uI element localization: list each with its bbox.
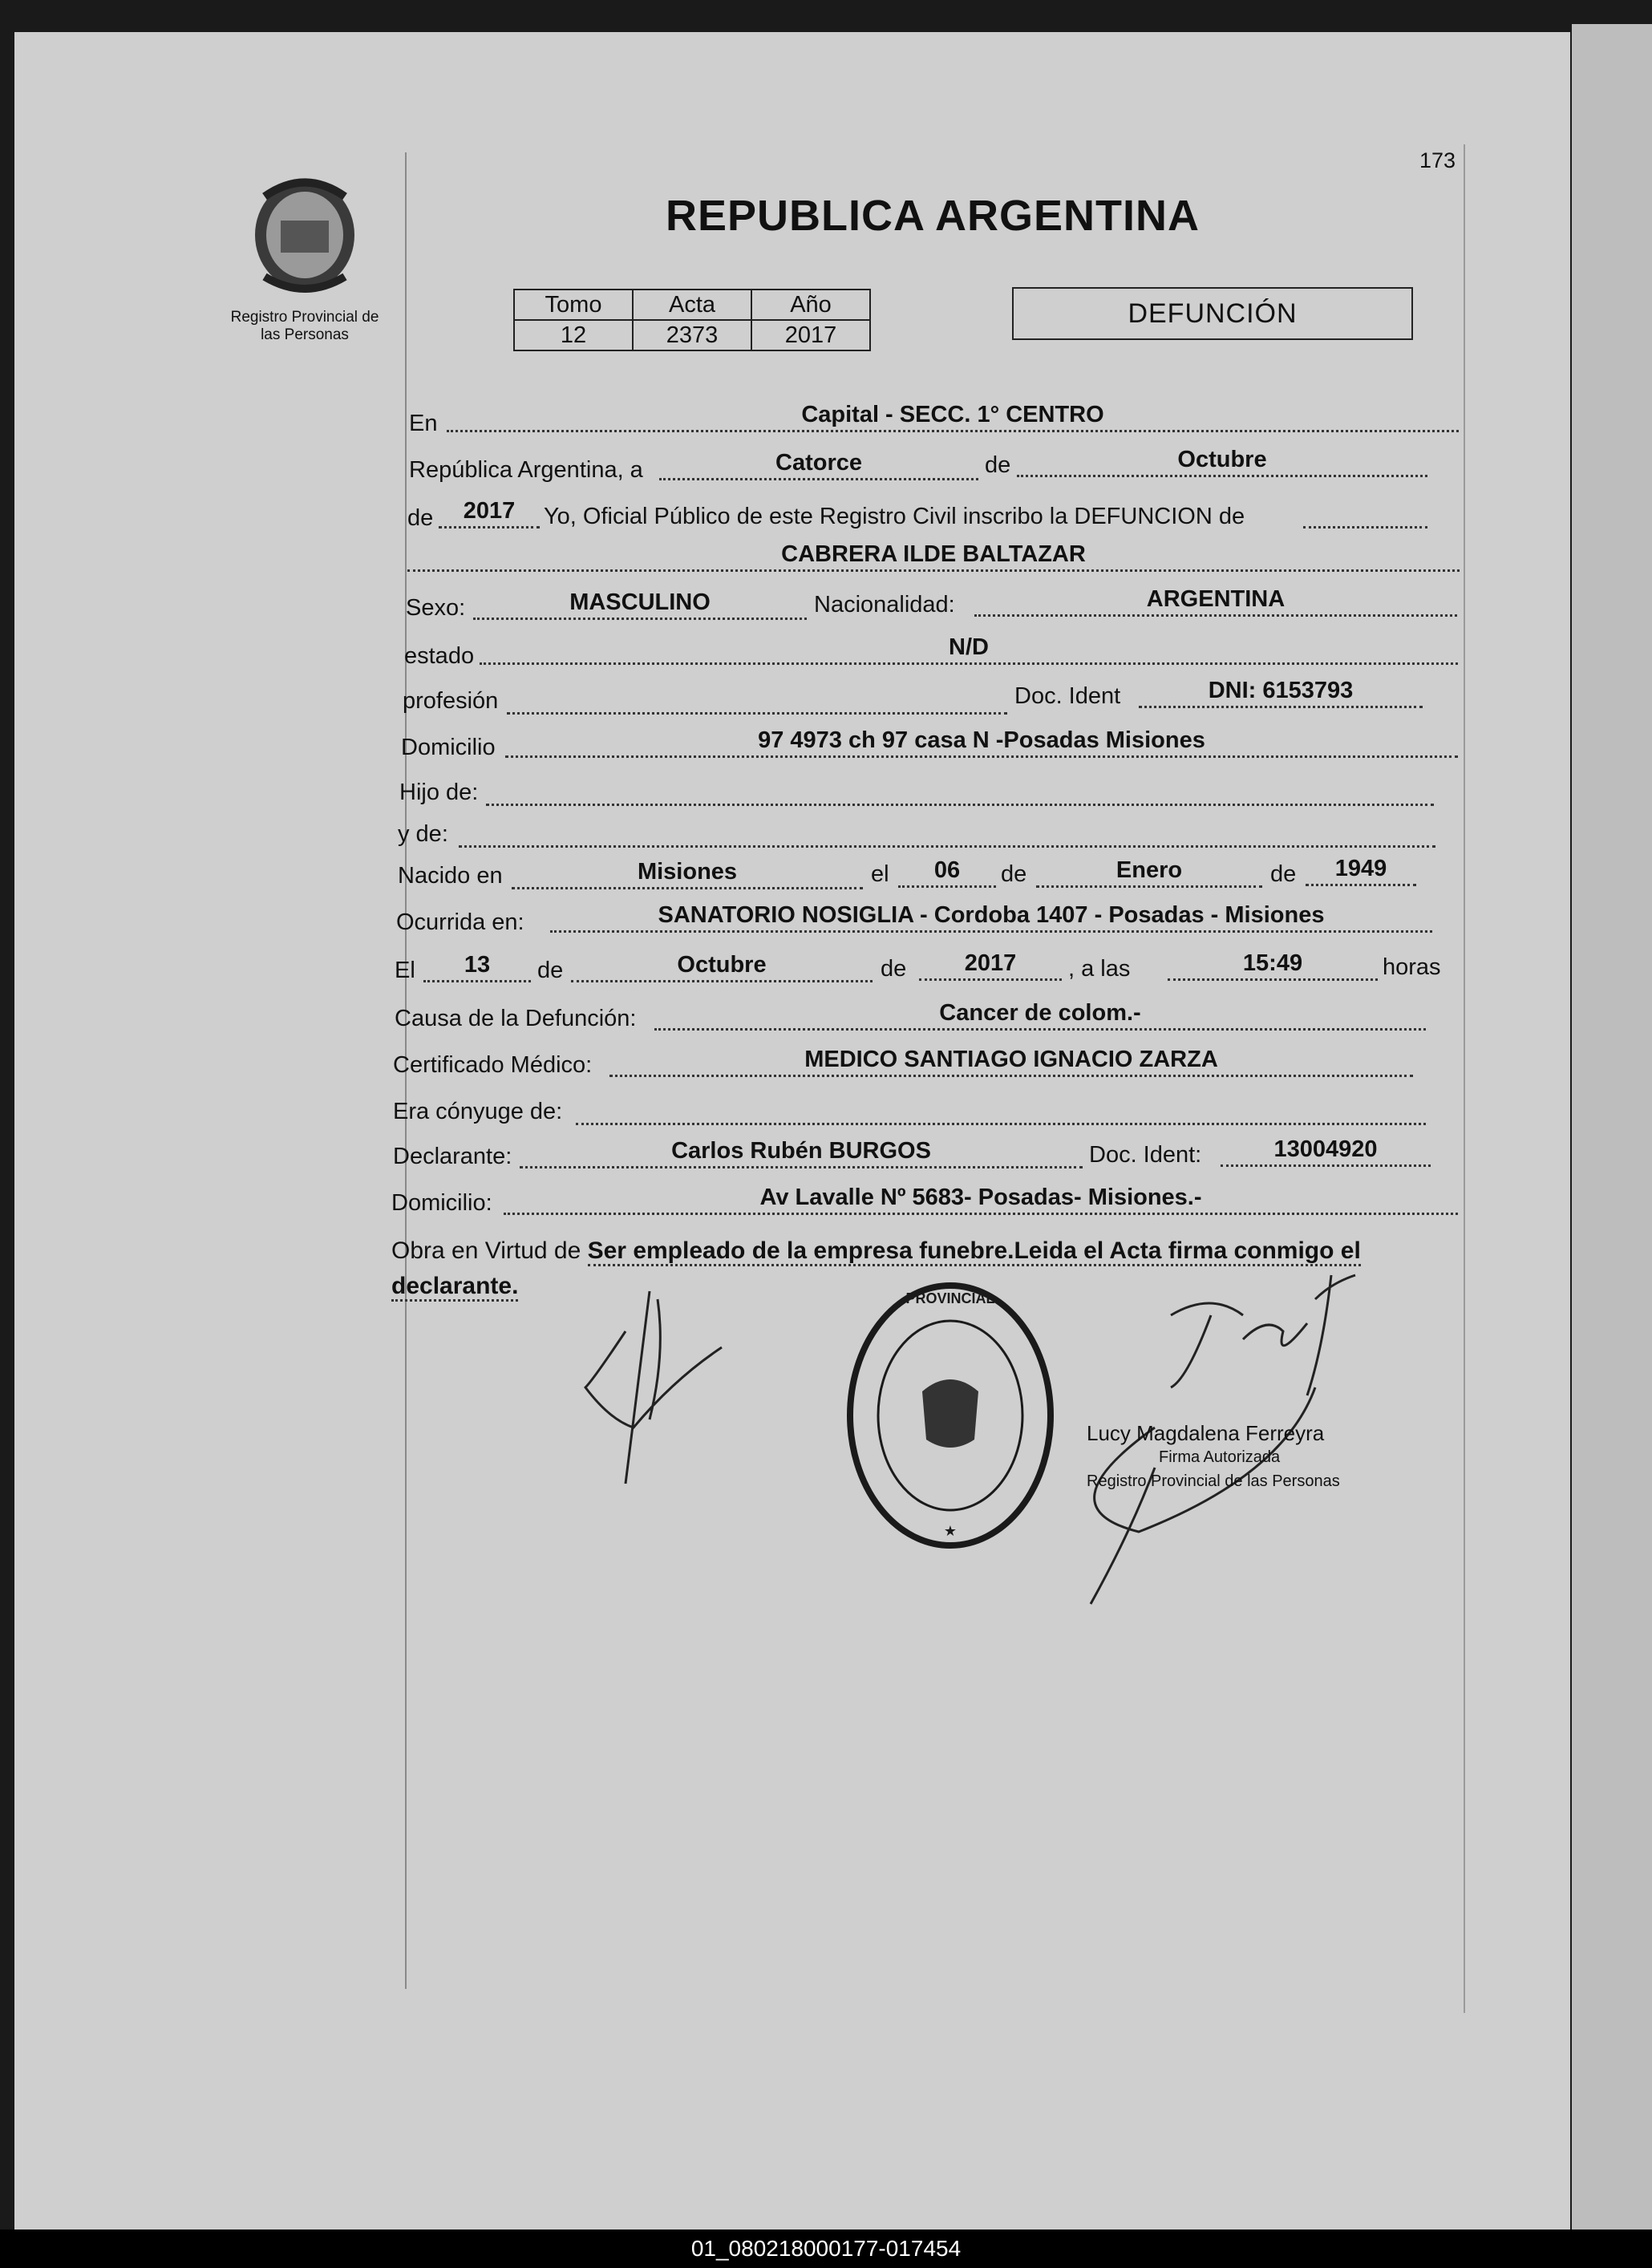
svg-text:★: ★ — [943, 1523, 958, 1539]
death-day-field: 13 — [423, 951, 531, 982]
nacionalidad-field: ARGENTINA — [974, 585, 1457, 617]
declarante-field: Carlos Rubén BURGOS — [520, 1137, 1083, 1168]
de-label: de — [1001, 861, 1027, 887]
domicilio-label: Domicilio: — [391, 1190, 492, 1216]
table-header: Año — [751, 290, 870, 320]
adjacent-page-edge — [1572, 24, 1652, 2230]
page-title: REPUBLICA ARGENTINA — [666, 192, 1200, 240]
signatory-role: Firma Autorizada — [1159, 1448, 1281, 1466]
declarant-signature-icon — [577, 1283, 738, 1492]
declarante-doc-field: 13004920 — [1221, 1136, 1431, 1167]
province-seal-icon — [241, 164, 369, 301]
blank-field — [1303, 497, 1427, 529]
svg-text:PROVINCIAL: PROVINCIAL — [905, 1290, 995, 1306]
de-label: de — [537, 958, 564, 983]
declarante-domicilio-field: Av Lavalle Nº 5683- Posadas- Misiones.- — [504, 1184, 1458, 1215]
death-place-field: SANATORIO NOSIGLIA - Cordoba 1407 - Posadas - Misiones — [550, 901, 1432, 933]
table-header: Tomo — [514, 290, 633, 320]
right-margin-line — [1464, 144, 1465, 2013]
causa-field: Cancer de colom.- — [654, 999, 1426, 1031]
birthplace-field: Misiones — [512, 858, 863, 889]
de-label: de — [1270, 861, 1297, 887]
table-cell: 12 — [514, 320, 633, 350]
table-header: Acta — [633, 290, 751, 320]
document-page — [14, 32, 1570, 2230]
nacido-label: Nacido en — [398, 863, 503, 889]
a-las-label: , a las — [1068, 956, 1131, 982]
nacionalidad-label: Nacionalidad: — [814, 592, 955, 618]
conyuge-field — [576, 1094, 1426, 1125]
death-year-field: 2017 — [919, 950, 1062, 981]
death-time-field: 15:49 — [1168, 950, 1378, 981]
certificado-field: MEDICO SANTIAGO IGNACIO ZARZA — [609, 1046, 1413, 1077]
sexo-label: Sexo: — [406, 595, 466, 621]
obra-label: Obra en Virtud de — [391, 1237, 581, 1264]
hijo-label: Hijo de: — [399, 780, 479, 805]
profesion-field — [507, 683, 1007, 715]
ocurrida-label: Ocurrida en: — [396, 909, 524, 935]
profesion-label: profesión — [403, 688, 499, 714]
record-table — [513, 289, 871, 351]
de-label: de — [985, 452, 1011, 478]
de-label: de — [407, 505, 434, 531]
footer-code: 01_080218000177-017454 — [0, 2230, 1652, 2268]
doc-ident-label: Doc. Ident — [1014, 683, 1121, 709]
y-de-label: y de: — [398, 821, 448, 847]
official-stamp-icon — [842, 1279, 1059, 1552]
el-label: el — [871, 861, 889, 887]
en-label: En — [409, 411, 438, 436]
table-cell: 2373 — [633, 320, 751, 350]
place-field: Capital - SECC. 1° CENTRO — [447, 401, 1459, 432]
yo-text: Yo, Oficial Público de este Registro Civil inscribo la DEFUNCION de — [544, 504, 1245, 529]
domicilio-label: Domicilio — [401, 735, 496, 760]
sexo-field: MASCULINO — [473, 589, 807, 620]
declarante-label: Declarante: — [393, 1144, 512, 1169]
y-de-field — [459, 816, 1435, 848]
death-month-field: Octubre — [571, 951, 873, 982]
birth-year-field: 1949 — [1306, 855, 1416, 886]
domicilio-field: 97 4973 ch 97 casa N -Posadas Misiones — [505, 727, 1458, 758]
hijo-field — [486, 775, 1434, 806]
republica-label: República Argentina, a — [409, 457, 643, 483]
registry-name: Registro Provincial de las Personas — [230, 309, 379, 343]
obra-field: Ser empleado de la empresa funebre.Leida el Acta firma conmigo el declarante. — [391, 1237, 1361, 1302]
signatory-office: Registro Provincial de las Personas — [1087, 1472, 1340, 1490]
conyuge-label: Era cónyuge de: — [393, 1099, 563, 1124]
birth-day-field: 06 — [898, 857, 996, 888]
page-number: 173 — [1419, 148, 1456, 172]
de-label: de — [881, 956, 907, 982]
year-field: 2017 — [439, 497, 540, 529]
estado-field: N/D — [480, 634, 1458, 665]
day-field: Catorce — [659, 449, 978, 480]
el-label: El — [395, 958, 415, 983]
doc-ident-field: DNI: 6153793 — [1139, 677, 1423, 708]
causa-label: Causa de la Defunción: — [395, 1006, 637, 1031]
birth-month-field: Enero — [1036, 857, 1262, 888]
horas-label: horas — [1383, 954, 1441, 980]
signatory-name: Lucy Magdalena Ferreyra — [1087, 1421, 1325, 1445]
doc-ident-label: Doc. Ident: — [1089, 1142, 1202, 1168]
estado-label: estado — [404, 643, 475, 669]
deceased-name-field: CABRERA ILDE BALTAZAR — [407, 541, 1460, 572]
signatory-block — [1087, 1421, 1340, 1493]
certificado-label: Certificado Médico: — [393, 1052, 593, 1078]
table-cell: 2017 — [751, 320, 870, 350]
record-type-box: DEFUNCIÓN — [1012, 287, 1413, 340]
month-field: Octubre — [1017, 446, 1427, 477]
